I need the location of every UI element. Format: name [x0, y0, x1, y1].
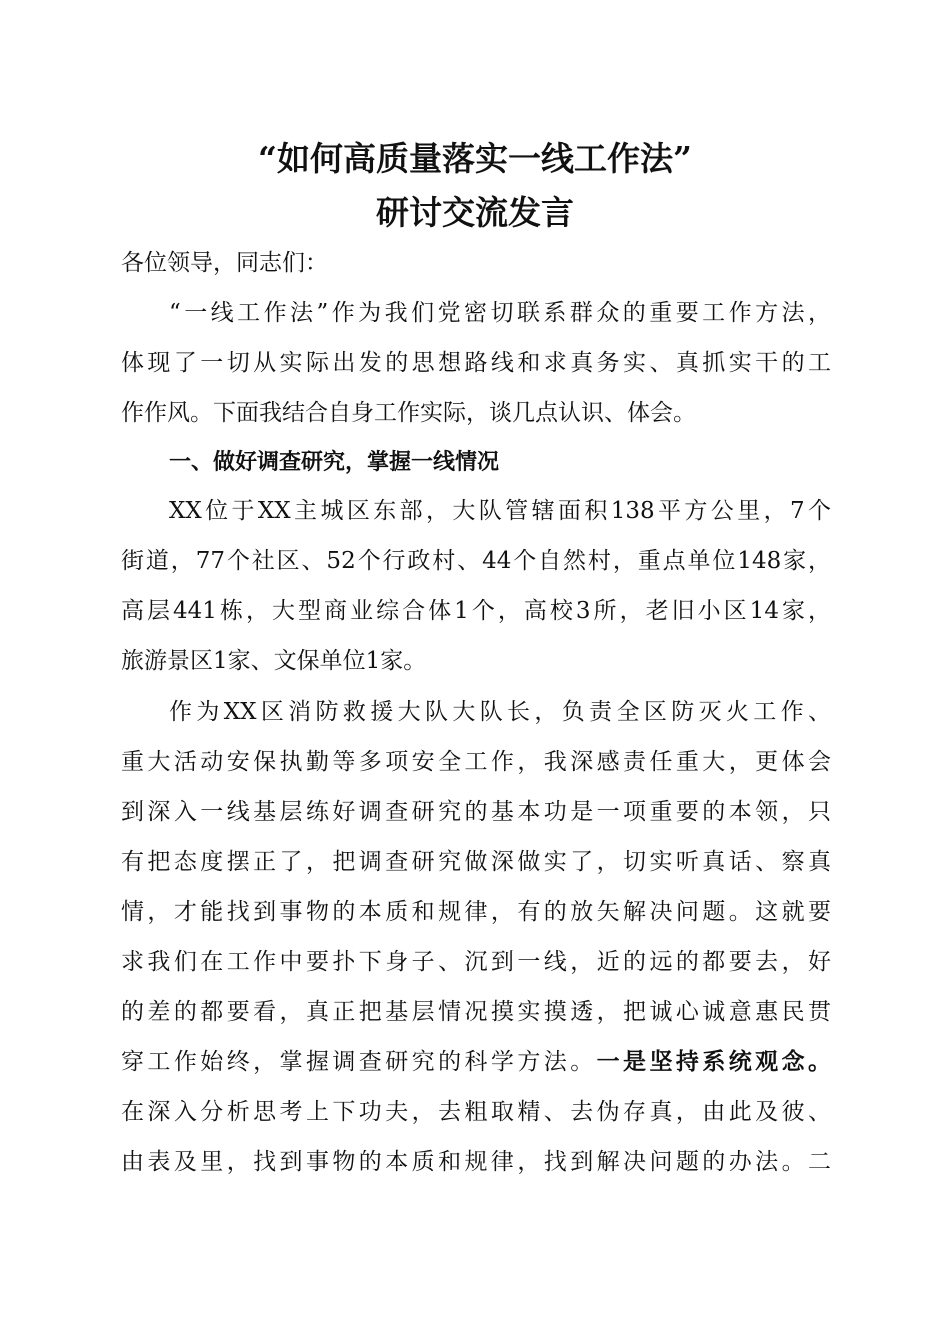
intro-line: 体现了一切从实际出发的思想路线和求真务实、真抓实干的工	[121, 350, 831, 376]
section-heading-1: 一、做好调查研究，掌握一线情况	[169, 450, 500, 475]
paragraph-2-line: 重大活动安保执勤等多项安全工作，我深感责任重大，更体会	[121, 749, 831, 775]
paragraph-2-line: 求我们在工作中要扑下身子、沉到一线，近的远的都要去，好	[121, 949, 831, 975]
paragraph-2-line: 有把态度摆正了，把调查研究做深做实了，切实听真话、察真	[121, 849, 831, 875]
document-title-line-2: 研讨交流发言	[376, 193, 574, 232]
intro-line: 作作风。下面我结合自身工作实际，谈几点认识、体会。	[121, 400, 696, 426]
paragraph-1-line: XX位于XX主城区东部，大队管辖面积138平方公里，7个	[169, 498, 831, 524]
paragraph-1-line: 高层441栋，大型商业综合体1个，高校3所，老旧小区14家，	[121, 598, 831, 624]
paragraph-2-line: 在深入分析思考上下功夫，去粗取精、去伪存真，由此及彼、	[121, 1099, 831, 1125]
emphasis-point-1: 一是坚持系统观念。	[596, 1048, 832, 1075]
intro-line: “一线工作法”作为我们党密切联系群众的重要工作方法，	[169, 300, 831, 326]
salutation: 各位领导，同志们：	[121, 250, 328, 276]
paragraph-2-line: 的差的都要看，真正把基层情况摸实摸透，把诚心诚意惠民贯	[121, 999, 831, 1025]
paragraph-2-line: 作为XX区消防救援大队大队长，负责全区防灭火工作、	[169, 699, 831, 725]
document-title-line-1: “如何高质量落实一线工作法”	[258, 139, 692, 178]
paragraph-1-line: 街道，77个社区、52个行政村、44个自然村，重点单位148家，	[121, 548, 831, 574]
paragraph-2-line: 由表及里，找到事物的本质和规律，找到解决问题的办法。二	[121, 1149, 831, 1175]
paragraph-2-line: 到深入一线基层练好调查研究的基本功是一项重要的本领，只	[121, 799, 831, 825]
paragraph-2-line	[121, 1045, 831, 1079]
paragraph-1-line: 旅游景区1家、文保单位1家。	[121, 648, 427, 674]
paragraph-2-line: 情，才能找到事物的本质和规律，有的放矢解决问题。这就要	[121, 899, 831, 925]
paragraph-2-text: 穿工作始终，掌握调查研究的科学方法。	[121, 1049, 597, 1075]
